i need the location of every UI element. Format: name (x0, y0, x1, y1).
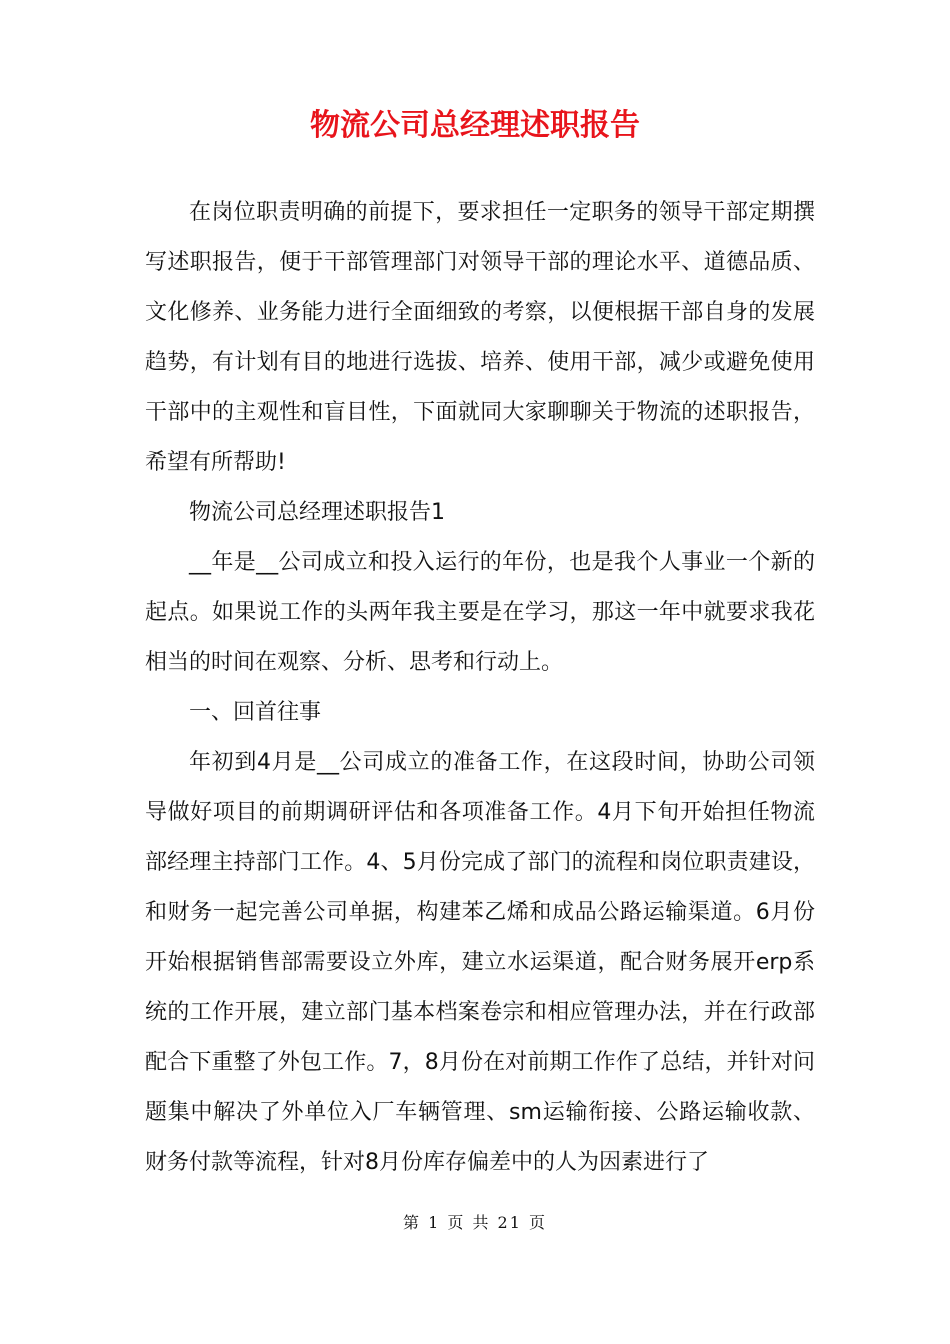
section-heading: 一、回首往事 (189, 700, 322, 725)
document-body (145, 188, 815, 1188)
page-footer: 第 1 页 共 21 页 (403, 1213, 547, 1232)
opening-paragraph: __年是__公司成立和投入运行的年份，也是我个人事业一个新的起点。如果说工作的头两年我主要是在学习，那这一年中就要求我花相当的时间在观察、分析、思考和行动上。 (145, 550, 815, 675)
report-heading: 物流公司总经理述职报告1 (189, 500, 445, 525)
intro-paragraph: 在岗位职责明确的前提下，要求担任一定职务的领导干部定期撰写述职报告，便于干部管理部门对领导干部的理论水平、道德品质、文化修养、业务能力进行全面细致的考察，以便根据干部自身的发展趋势，有计划有目的地进行选拔、培养、使用干部，减少或避免使用干部中的主观性和盲目性，下面就同大家聊聊关于物流的述职报告，希望有所帮助! (145, 200, 815, 475)
review-paragraph: 年初到4月是__公司成立的准备工作，在这段时间，协助公司领导做好项目的前期调研评估和各项准备工作。4月下旬开始担任物流部经理主持部门工作。4、5月份完成了部门的流程和岗位职责建设，和财务一起完善公司单据，构建苯乙烯和成品公路运输渠道。6月份开始根据销售部需要设立外库，建立水运渠道，配合财务展开erp系统的工作开展，建立部门基本档案卷宗和相应管理办法，并在行政部配合下重整了外包工作。7，8月份在对前期工作作了总结，并针对问题集中解决了外单位入厂车辆管理、sm运输衔接、公路运输收款、财务付款等流程，针对8月份库存偏差中的人为因素进行了 (145, 750, 815, 1175)
page-title: 物流公司总经理述职报告 (310, 108, 640, 143)
